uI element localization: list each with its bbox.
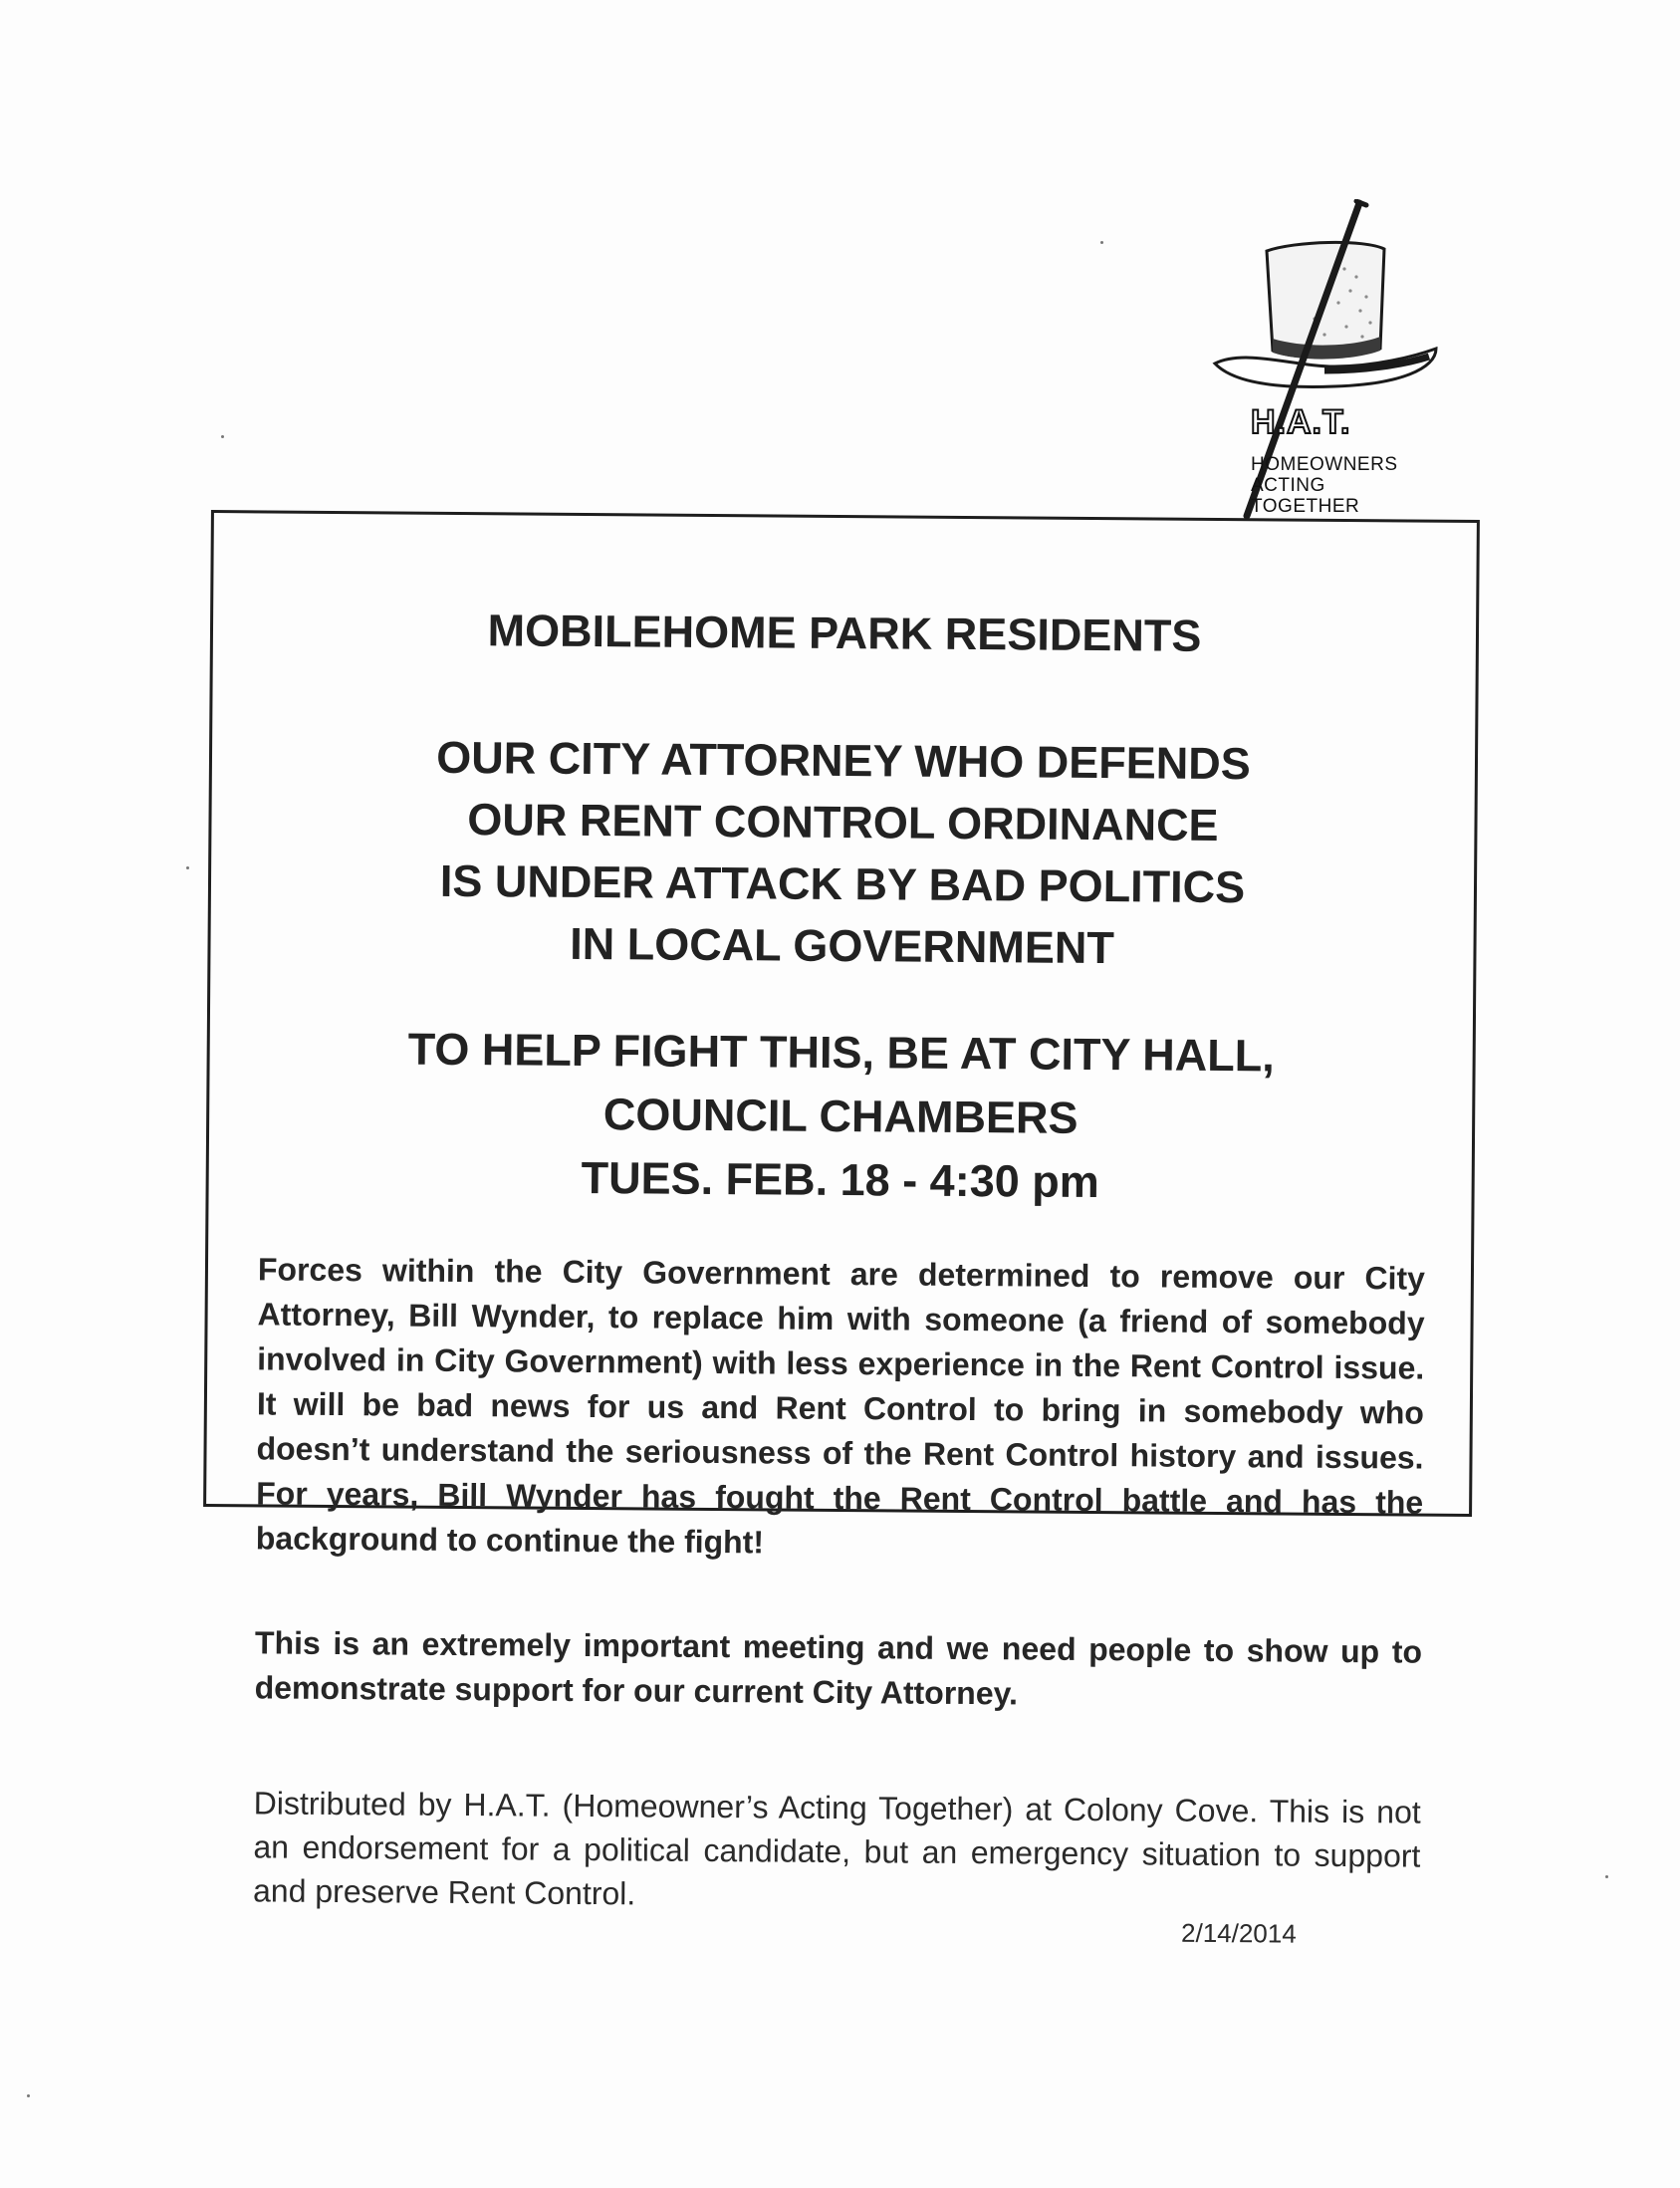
attorney-headline-line: OUR RENT CONTROL ORDINANCE	[467, 794, 1219, 851]
scan-speck	[1605, 1875, 1608, 1878]
paragraph-distributed: Distributed by H.A.T. (Homeowner’s Acting Together) at Colony Cove. This is not an endorsement for a political candidate, but an emergency situation to support and preserve Rent Control.	[252, 1785, 1421, 1912]
logo-letters: H.A.T.	[1251, 403, 1351, 441]
paragraph-forces: Forces within the City Government are determined to remove our City Attorney, Bill Wynder, to replace him with someone (a friend of somebody involved in City Government) with less experience in the Rent Control issue. It will be bad news for us and Rent Control to bring in somebody who doesn’t understand the seriousness of the Rent Control history and issues. For years, Bill Wynder has fought the Rent Control battle and has the background to continue the fight!	[255, 1251, 1426, 1561]
meeting-headline-line: TO HELP FIGHT THIS, BE AT CITY HALL,	[407, 1023, 1275, 1082]
logo-name-line: ACTING	[1251, 475, 1325, 496]
hat-logo	[1175, 199, 1444, 528]
meeting-headline	[208, 1016, 1472, 1217]
attorney-headline-line: IN LOCAL GOVERNMENT	[569, 917, 1115, 974]
meeting-date-time: TUES. FEB. 18 - 4:30 pm	[581, 1151, 1099, 1208]
paragraph-important: This is an extremely important meeting and we need people to show up to demonstrate support for our current City Attorney.	[254, 1624, 1423, 1712]
meeting-headline-line: COUNCIL CHAMBERS	[602, 1089, 1079, 1143]
scan-speck	[27, 2094, 30, 2097]
attorney-headline-line: OUR CITY ATTORNEY WHO DEFENDS	[436, 731, 1251, 790]
logo-name-line: TOGETHER	[1251, 496, 1360, 517]
flyer-frame	[203, 510, 1480, 1949]
flyer-title: MOBILEHOME PARK RESIDENTS	[487, 605, 1202, 661]
flyer-date: 2/14/2014	[1180, 1917, 1297, 1949]
attorney-headline-line: IS UNDER ATTACK BY BAD POLITICS	[439, 854, 1246, 913]
attorney-headline	[210, 725, 1475, 982]
logo-name-line: HOMEOWNERS	[1251, 454, 1398, 475]
scan-speck	[1100, 241, 1103, 244]
scan-speck	[186, 866, 189, 869]
scan-speck	[221, 435, 224, 438]
